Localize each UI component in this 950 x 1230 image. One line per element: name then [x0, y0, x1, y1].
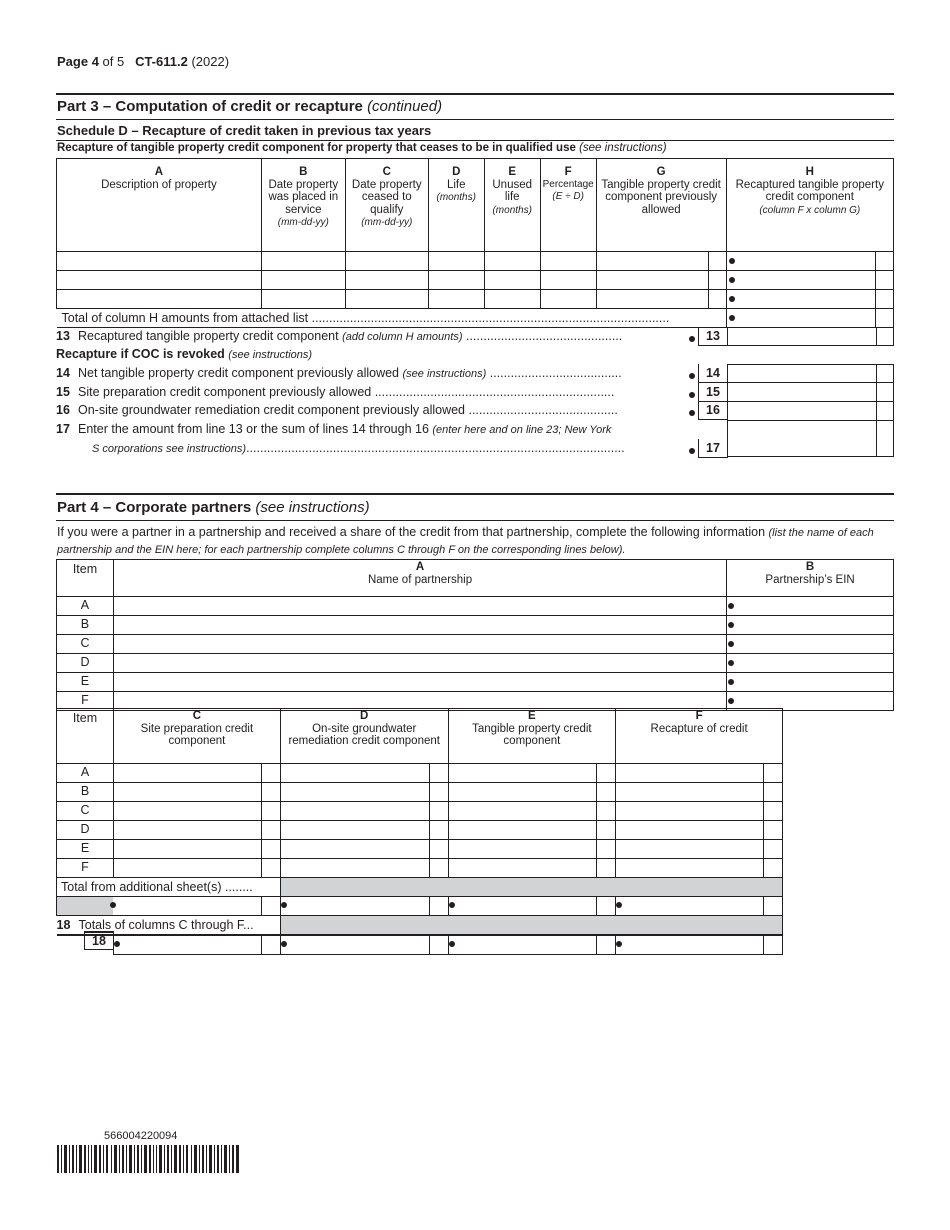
total-additional-recapture[interactable] [622, 897, 764, 916]
table-row [57, 783, 783, 802]
col-f-recapture-header: F Recapture of credit [616, 709, 783, 764]
partnership-name[interactable] [113, 635, 726, 654]
page-header [57, 54, 229, 69]
bullet-icon [616, 941, 622, 947]
col-c-header: C Date property ceased to qualify (mm-dd-yy) [345, 159, 428, 252]
col-e-tangible-header: E Tangible property credit component [448, 709, 616, 764]
site-cents[interactable] [261, 840, 280, 859]
recapture-cents[interactable] [763, 783, 782, 802]
cell-h[interactable] [726, 271, 875, 290]
table-row [57, 597, 894, 616]
bullet-cell [616, 897, 622, 916]
barcode-icon [57, 1145, 239, 1173]
line-13-cents[interactable] [876, 327, 894, 346]
tangible-cents[interactable] [597, 783, 616, 802]
tangible-amount[interactable] [448, 764, 597, 783]
cell-g-cents[interactable] [708, 290, 726, 309]
line-18-tangible-cents[interactable] [597, 935, 616, 954]
item-label: A [57, 764, 114, 783]
line-16: 16 On-site groundwater remediation credit component previously allowed ........................................... [56, 403, 618, 417]
schedule-d-title: Schedule D – Recapture of credit taken in previous tax years [57, 123, 432, 138]
item-label: D [57, 654, 114, 673]
bullet-icon [728, 622, 734, 628]
table-row [57, 616, 894, 635]
cell-g[interactable] [596, 271, 708, 290]
groundwater-amount[interactable] [280, 821, 429, 840]
cell-f[interactable] [540, 290, 596, 309]
line-14: 14 Net tangible property credit component previously allowed (see instructions) ...................................... [56, 366, 622, 380]
bullet-cell [727, 635, 735, 654]
line-13-amount[interactable] [727, 327, 877, 346]
site-cents[interactable] [261, 821, 280, 840]
site-amount[interactable] [113, 783, 261, 802]
tangible-amount[interactable] [448, 840, 597, 859]
cell-f[interactable] [540, 252, 596, 271]
bullet-icon [729, 315, 735, 321]
col-h-header: H Recaptured tangible property credit component (column F x column G) [726, 159, 893, 252]
tangible-amount[interactable] [448, 821, 597, 840]
table-row [57, 802, 783, 821]
cell-c[interactable] [345, 252, 428, 271]
recapture-amount[interactable] [616, 802, 764, 821]
total-additional-groundwater[interactable] [286, 897, 429, 916]
col-b-header: B Date property was placed in service (mm-dd-yy) [261, 159, 345, 252]
groundwater-amount[interactable] [280, 802, 429, 821]
col-a-header: A Description of property [57, 159, 262, 252]
cell-d[interactable] [428, 271, 484, 290]
table-row [57, 654, 894, 673]
shaded-area [280, 916, 782, 936]
total-attached-label: Total of column H amounts from attached list ....................................................................................................... [57, 309, 727, 328]
line-18-tangible[interactable] [454, 935, 597, 954]
total-attached-row [57, 309, 894, 328]
barcode-number: 566004220094 [104, 1130, 178, 1142]
site-amount[interactable] [113, 764, 261, 783]
line-18-box-number: 18 [84, 931, 114, 950]
bullet-icon [449, 941, 455, 947]
item-label: F [57, 692, 114, 711]
tangible-amount[interactable] [448, 802, 597, 821]
cell-h[interactable] [726, 252, 875, 271]
bullet-cell [727, 673, 735, 692]
form-number: CT-611.2 [135, 54, 188, 69]
recapture-cents[interactable] [763, 840, 782, 859]
tangible-cents[interactable] [597, 840, 616, 859]
groundwater-cents[interactable] [429, 859, 448, 878]
part4-top-rule [56, 493, 894, 495]
recapture-table [56, 158, 894, 328]
bullet-icon [689, 410, 695, 416]
cell-h[interactable] [726, 290, 875, 309]
site-cents[interactable] [261, 783, 280, 802]
cell-g-cents[interactable] [708, 252, 726, 271]
tangible-amount[interactable] [448, 859, 597, 878]
partnership-name[interactable] [113, 654, 726, 673]
table-row [57, 252, 894, 271]
line-14-amount[interactable] [727, 364, 877, 383]
line-16-box-number: 16 [698, 401, 728, 420]
groundwater-amount[interactable] [280, 859, 429, 878]
schedule-d-subhead: Recapture of tangible property credit component for property that ceases to be in qualified use (see instructions) [57, 142, 667, 154]
tangible-cents[interactable] [597, 859, 616, 878]
line-16-amount[interactable] [727, 401, 877, 421]
cell-a[interactable] [57, 290, 262, 309]
bullet-icon [689, 373, 695, 379]
line-13-box-number: 13 [698, 327, 728, 346]
table-row [57, 764, 783, 783]
partnership-ein[interactable] [735, 654, 894, 673]
groundwater-amount[interactable] [280, 764, 429, 783]
line-17-cents[interactable] [876, 420, 894, 457]
line-15-amount[interactable] [727, 382, 877, 402]
line-18-recapture-cents[interactable] [763, 935, 782, 954]
coc-heading: Recapture if COC is revoked (see instructions) [56, 347, 313, 361]
cell-b[interactable] [261, 290, 345, 309]
bullet-icon [281, 941, 287, 947]
line-14-cents[interactable] [876, 364, 894, 383]
total-attached-amount[interactable] [726, 309, 875, 328]
line-17-cont: S corporations see instructions)............................................................................................................. [92, 441, 625, 455]
cell-g[interactable] [596, 252, 708, 271]
item-label: F [57, 859, 114, 878]
line-16-cents[interactable] [876, 401, 894, 421]
line-13: 13 Recaptured tangible property credit component (add column H amounts) ............................................. [56, 329, 623, 343]
bullet-icon [449, 902, 455, 908]
col-d-header: D Life (months) [428, 159, 484, 252]
bullet-cell [727, 616, 735, 635]
site-amount[interactable] [113, 840, 261, 859]
recapture-amount[interactable] [616, 859, 764, 878]
bullet-icon [729, 277, 735, 283]
bullet-icon [689, 392, 695, 398]
line-18-label-row [57, 916, 783, 936]
line-14-box-number: 14 [698, 364, 728, 383]
cell-b[interactable] [261, 252, 345, 271]
partnership-name[interactable] [113, 597, 726, 616]
bullet-cell [113, 935, 119, 954]
bullet-icon [728, 679, 734, 685]
bullet-icon [728, 660, 734, 666]
line-18-row [57, 935, 783, 954]
page-of: of 5 [98, 54, 125, 69]
cell-h-cents[interactable] [875, 271, 893, 290]
bullet-icon [728, 641, 734, 647]
table-row [57, 271, 894, 290]
item-label: B [57, 783, 114, 802]
line-15-box-number: 15 [698, 383, 728, 402]
table-row [57, 840, 783, 859]
bullet-cell [727, 654, 735, 673]
recapture-cents[interactable] [763, 802, 782, 821]
table-row [57, 821, 783, 840]
bullet-cell [280, 935, 286, 954]
item-label: C [57, 635, 114, 654]
bullet-icon [689, 336, 695, 342]
cell-c[interactable] [345, 271, 428, 290]
line-18-groundwater-cents[interactable] [429, 935, 448, 954]
bullet-cell [280, 897, 286, 916]
bullet-icon [729, 258, 735, 264]
col-g-header: G Tangible property credit component previously allowed [596, 159, 726, 252]
cell-b[interactable] [261, 271, 345, 290]
site-cents[interactable] [261, 859, 280, 878]
groundwater-cents[interactable] [429, 764, 448, 783]
item-header: Item [57, 560, 114, 597]
table-row [57, 290, 894, 309]
total-additional-row [57, 897, 783, 916]
recapture-cents[interactable] [763, 764, 782, 783]
line-17-box-number: 17 [698, 439, 728, 458]
line-15-cents[interactable] [876, 382, 894, 402]
tangible-cents[interactable] [597, 764, 616, 783]
tangible-cents[interactable] [597, 821, 616, 840]
cell-h-cents[interactable] [875, 290, 893, 309]
tangible-cents[interactable] [597, 802, 616, 821]
line-18-groundwater[interactable] [286, 935, 429, 954]
groundwater-amount[interactable] [280, 783, 429, 802]
item-label: A [57, 597, 114, 616]
line-18-site-cents[interactable] [261, 935, 280, 954]
bullet-cell [448, 935, 454, 954]
total-attached-cents[interactable] [875, 309, 893, 328]
bullet-cell [448, 897, 454, 916]
total-additional-site[interactable] [119, 897, 261, 916]
site-cents[interactable] [261, 764, 280, 783]
page-label: Page [57, 54, 92, 69]
line-17: 17 Enter the amount from line 13 or the sum of lines 14 through 16 (enter here and on line 23; New York [56, 422, 612, 436]
groundwater-cents[interactable] [429, 840, 448, 859]
partnership-ein[interactable] [735, 597, 894, 616]
bullet-icon [729, 296, 735, 302]
line-18-recapture[interactable] [622, 935, 764, 954]
line-15: 15 Site preparation credit component previously allowed ..................................................................... [56, 385, 615, 399]
bullet-icon [689, 448, 695, 454]
cell-d[interactable] [428, 290, 484, 309]
shaded-cell [57, 897, 114, 916]
partnership-ein[interactable] [735, 635, 894, 654]
groundwater-cents[interactable] [429, 783, 448, 802]
part3-top-rule [56, 93, 894, 95]
total-additional-recapture-cents[interactable] [763, 897, 782, 916]
site-amount[interactable] [113, 802, 261, 821]
line-17-amount[interactable] [727, 420, 877, 457]
form-year: (2022) [191, 54, 230, 69]
credit-components-table [56, 708, 783, 955]
cell-e[interactable] [484, 271, 540, 290]
rule [56, 140, 894, 141]
col-b-ein-header: B Partnership’s EIN [727, 560, 894, 597]
item-label: B [57, 616, 114, 635]
site-amount[interactable] [113, 821, 261, 840]
shaded-area [280, 878, 782, 897]
bullet-cell [727, 597, 735, 616]
total-additional-tangible-cents[interactable] [597, 897, 616, 916]
recapture-cents[interactable] [763, 821, 782, 840]
item-header: Item [57, 709, 114, 764]
partnership-ein[interactable] [735, 673, 894, 692]
col-f-header: F Percentage (E ÷ D) [540, 159, 596, 252]
total-additional-site-cents[interactable] [261, 897, 280, 916]
line-18-site[interactable] [119, 935, 261, 954]
item-label: C [57, 802, 114, 821]
total-additional-label: Total from additional sheet(s) ........ [57, 878, 281, 897]
part4-title: Part 4 – Corporate partners (see instructions) [57, 499, 370, 516]
cell-f[interactable] [540, 271, 596, 290]
item-label: E [57, 673, 114, 692]
table-row [57, 673, 894, 692]
table-row [57, 635, 894, 654]
partnership-name[interactable] [113, 616, 726, 635]
col-d-groundwater-header: D On-site groundwater remediation credit component [280, 709, 448, 764]
cell-g-cents[interactable] [708, 271, 726, 290]
cell-g[interactable] [596, 290, 708, 309]
tangible-amount[interactable] [448, 783, 597, 802]
cell-h-cents[interactable] [875, 252, 893, 271]
bullet-icon [728, 698, 734, 704]
cell-a[interactable] [57, 252, 262, 271]
item-label: E [57, 840, 114, 859]
bullet-icon [616, 902, 622, 908]
partnership-ein[interactable] [735, 616, 894, 635]
page-number: 4 [91, 54, 99, 69]
part4-intro: If you were a partner in a partnership and received a share of the credit from that partnership, complete the following information (list the name of each partnership and the EIN here; for each partnership complete columns C through F on the corresponding lines below). [57, 525, 874, 556]
item-label: D [57, 821, 114, 840]
recapture-amount[interactable] [616, 764, 764, 783]
groundwater-cents[interactable] [429, 802, 448, 821]
bullet-icon [281, 902, 287, 908]
rule [56, 119, 894, 120]
groundwater-amount[interactable] [280, 840, 429, 859]
total-additional-groundwater-cents[interactable] [429, 897, 448, 916]
recapture-amount[interactable] [616, 821, 764, 840]
cell-e[interactable] [484, 290, 540, 309]
cell-a[interactable] [57, 271, 262, 290]
cell-d[interactable] [428, 252, 484, 271]
cell-c[interactable] [345, 290, 428, 309]
rule [56, 520, 894, 521]
site-amount[interactable] [113, 859, 261, 878]
col-a-name-header: A Name of partnership [113, 560, 726, 597]
bullet-icon [114, 941, 120, 947]
partnership-name[interactable] [113, 673, 726, 692]
cell-e[interactable] [484, 252, 540, 271]
part3-title: Part 3 – Computation of credit or recapture (continued) [57, 98, 443, 115]
table-row [57, 859, 783, 878]
recapture-cents[interactable] [763, 859, 782, 878]
groundwater-cents[interactable] [429, 821, 448, 840]
recapture-amount[interactable] [616, 783, 764, 802]
total-additional-tangible[interactable] [454, 897, 597, 916]
bullet-cell [616, 935, 622, 954]
total-additional-label-row [57, 878, 783, 897]
recapture-amount[interactable] [616, 840, 764, 859]
site-cents[interactable] [261, 802, 280, 821]
bullet-icon [728, 603, 734, 609]
col-c-site-header: C Site preparation credit component [113, 709, 280, 764]
col-e-header: E Unused life (months) [484, 159, 540, 252]
line-18-label: 18 Totals of columns C through F... [57, 916, 281, 936]
partnership-table [56, 559, 894, 711]
